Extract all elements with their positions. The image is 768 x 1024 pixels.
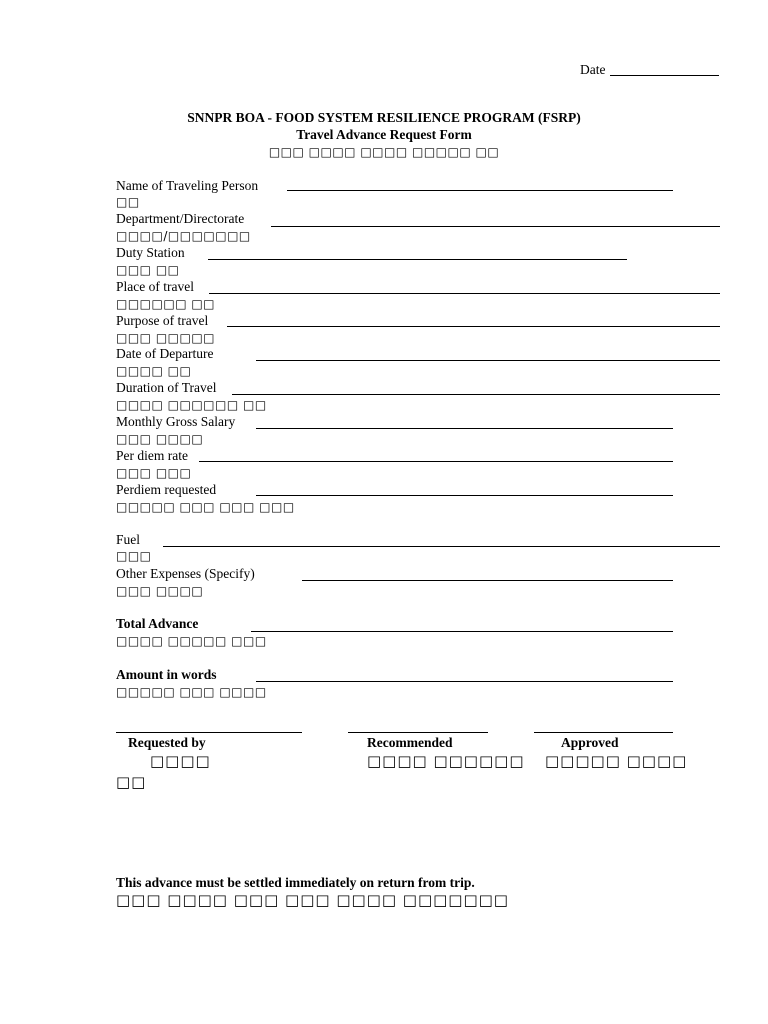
field-amharic-fuel: □□□ [116,549,152,563]
field-line-purpose[interactable] [227,326,720,327]
field-amharic-purpose: □□□ □□□□□ [116,331,216,345]
field-label-duration: Duration of Travel [116,380,217,395]
field-line-amount-words[interactable] [256,681,673,682]
form-title: Travel Advance Request Form [296,127,472,142]
field-label-per-diem-rate: Per diem rate [116,448,188,463]
field-line-total-advance[interactable] [251,631,673,632]
field-label-purpose: Purpose of travel [116,313,209,328]
field-label-departure: Date of Departure [116,346,214,361]
field-label-perdiem-requested: Perdiem requested [116,482,217,497]
settlement-note-amharic: □□□ □□□□ □□□ □□□ □□□□ □□□□□□□ [116,891,509,909]
field-line-salary[interactable] [256,428,673,429]
field-line-departure[interactable] [256,360,720,361]
field-line-duration[interactable] [232,394,720,395]
requested-by-amharic-2: □□ [116,773,147,791]
field-amharic-name: □□ [116,195,140,209]
recommended-amharic: □□□□ □□□□□□ [367,752,525,770]
field-label-place: Place of travel [116,279,194,294]
field-amharic-department: □□□□/□□□□□□□ [116,229,251,243]
field-amharic-duty-station: □□□ □□ [116,263,180,277]
field-amharic-per-diem-rate: □□□ □□□ [116,466,192,480]
field-amharic-other-expenses: □□□ □□□□ [116,584,204,598]
requested-by-label: Requested by [128,735,206,750]
approved-label: Approved [561,735,619,750]
field-amharic-total-advance: □□□□ □□□□□ □□□ [116,634,267,648]
field-amharic-perdiem-requested: □□□□□ □□□ □□□ □□□ [116,500,295,514]
requested-by-amharic: □□□□ [150,752,211,770]
field-line-department[interactable] [271,226,720,227]
field-label-duty-station: Duty Station [116,245,185,260]
field-line-per-diem-rate[interactable] [199,461,673,462]
field-amharic-salary: □□□ □□□□ [116,432,204,446]
field-amharic-place: □□□□□□ □□ [116,297,216,311]
requested-by-signature-line[interactable] [116,732,302,733]
field-label-name: Name of Traveling Person [116,178,259,193]
approved-amharic: □□□□□ □□□□ [545,752,688,770]
date-label: Date [580,62,606,77]
field-line-fuel[interactable] [163,546,720,547]
recommended-label: Recommended [367,735,453,750]
recommended-signature-line[interactable] [348,732,488,733]
field-label-total-advance: Total Advance [116,616,199,631]
form-title-amharic: □□□ □□□□ □□□□ □□□□□ □□ [268,145,500,159]
field-line-place[interactable] [209,293,720,294]
field-line-other-expenses[interactable] [302,580,673,581]
field-amharic-amount-words: □□□□□ □□□ □□□□ [116,685,267,699]
field-label-department: Department/Directorate [116,211,245,226]
date-input-line[interactable] [610,75,719,76]
settlement-note: This advance must be settled immediately on return from trip. [116,875,475,890]
org-title: SNNPR BOA - FOOD SYSTEM RESILIENCE PROGRAM (FSRP) [187,110,581,125]
field-line-name[interactable] [287,190,673,191]
field-amharic-duration: □□□□ □□□□□□ □□ [116,398,267,412]
field-line-perdiem-requested[interactable] [256,495,673,496]
field-label-fuel: Fuel [116,532,141,547]
approved-signature-line[interactable] [534,732,673,733]
field-label-amount-words: Amount in words [116,667,217,682]
field-label-other-expenses: Other Expenses (Specify) [116,566,255,581]
field-label-salary: Monthly Gross Salary [116,414,236,429]
field-amharic-departure: □□□□ □□ [116,364,192,378]
field-line-duty-station[interactable] [208,259,627,260]
